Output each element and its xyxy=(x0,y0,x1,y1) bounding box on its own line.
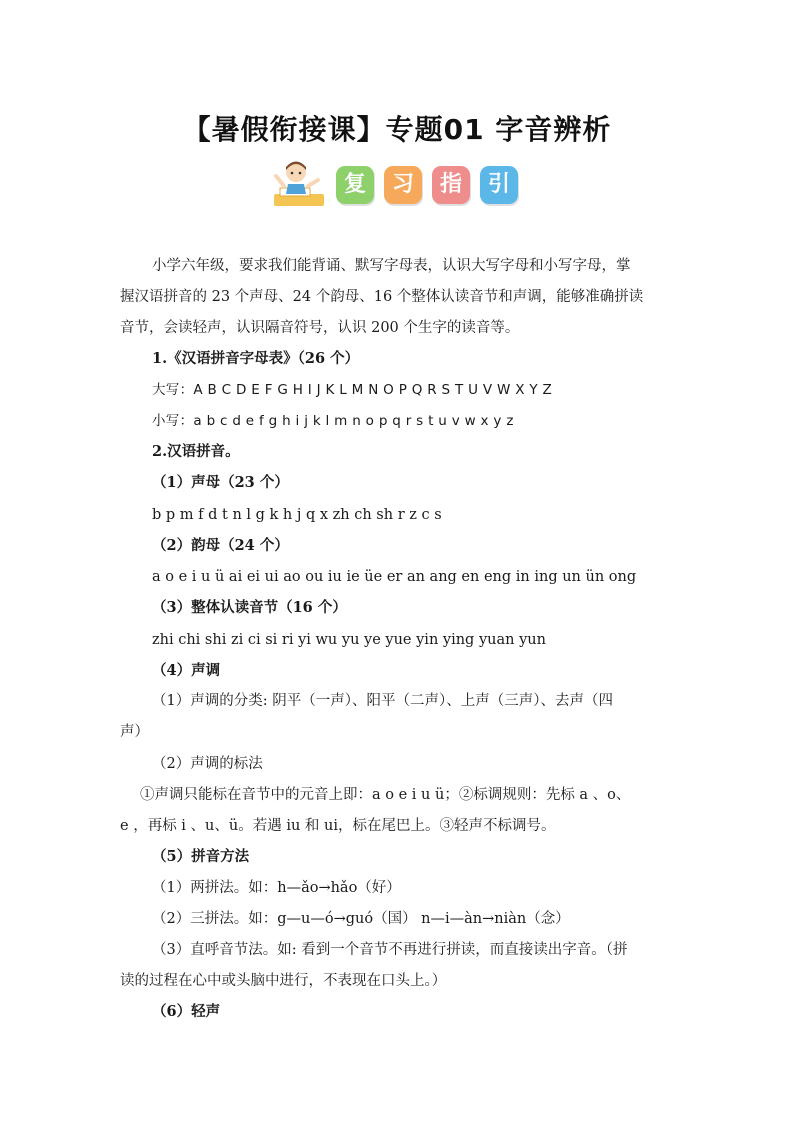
subheading-whole-syllables: （3）整体认读音节（16 个） xyxy=(152,599,347,616)
subheading-neutral-tone: （6）轻声 xyxy=(152,1003,221,1020)
subheading-tones: （4）声调 xyxy=(152,662,221,679)
intro-paragraph-line: 音节，会读轻声，认识隔音符号，认识 200 个生字的读音等。 xyxy=(120,320,520,336)
whole-syllables-list: zhi chi shi zi ci si ri yi wu yu ye yue yin ying yuan yun xyxy=(152,632,546,648)
intro-paragraph-line: 小学六年级，要求我们能背诵、默写字母表，认识大写字母和小写字母，掌 xyxy=(152,258,631,274)
tone-marking-heading: （2）声调的标法 xyxy=(152,756,263,772)
finals-list: a o e i u ü ai ei ui ao ou iu ie üe er an ang en eng in ing un ün ong xyxy=(152,569,637,585)
banner-char-guide: 引 xyxy=(480,166,518,204)
subheading-spelling-methods: （5）拼音方法 xyxy=(152,848,250,865)
page-title: 【暑假衔接课】专题01 字音辨析 xyxy=(182,113,612,146)
student-mascot-icon xyxy=(270,158,330,210)
uppercase-letters: 大写：A B C D E F G H I J K L M N O P Q R S T U V W X Y Z xyxy=(152,382,553,398)
section-heading-alphabet: 1.《汉语拼音字母表》（26 个） xyxy=(152,350,360,367)
subheading-finals: （2）韵母（24 个） xyxy=(152,537,289,554)
spelling-method-three-part: （2）三拼法。如：g—u—ó→guó（国） n—i—àn→niàn（念） xyxy=(152,911,570,927)
tone-marking-rule-line: e ，再标 i 、u、ü。若遇 iu 和 ui，标在尾巴上。③轻声不标调号。 xyxy=(120,818,556,834)
spelling-method-two-part: （1）两拼法。如：h—ǎo→hǎo（好） xyxy=(152,880,401,896)
spelling-method-direct-line: 读的过程在心中或头脑中进行，不表现在口头上。） xyxy=(120,973,447,989)
intro-paragraph-line: 握汉语拼音的 23 个声母、24 个韵母、16 个整体认读音节和声调，能够准确拼读 xyxy=(120,289,644,305)
section-heading-pinyin: 2.汉语拼音。 xyxy=(152,443,240,460)
tone-classification-line: （1）声调的分类: 阴平（一声）、阳平（二声）、上声（三声）、去声（四 xyxy=(152,693,613,709)
subheading-initials: （1）声母（23 个） xyxy=(152,474,289,491)
tone-classification-line: 声） xyxy=(120,724,149,740)
banner-char-point: 指 xyxy=(432,166,470,204)
initials-list: b p m f d t n l g k h j q x zh ch sh r z c s xyxy=(152,507,442,523)
banner-char-review: 复 xyxy=(336,166,374,204)
tone-marking-rule-line: ①声调只能标在音节中的元音上即：a o e i u ü；②标调规则：先标 a 、o、 xyxy=(140,787,631,803)
spelling-method-direct-line: （3）直呼音节法。如: 看到一个音节不再进行拼读，而直接读出字音。（拼 xyxy=(152,942,628,958)
review-guide-banner xyxy=(270,158,530,210)
banner-char-practice: 习 xyxy=(384,166,422,204)
lowercase-letters: 小写：a b c d e f g h i j k l m n o p q r s t u v w x y z xyxy=(152,413,514,429)
